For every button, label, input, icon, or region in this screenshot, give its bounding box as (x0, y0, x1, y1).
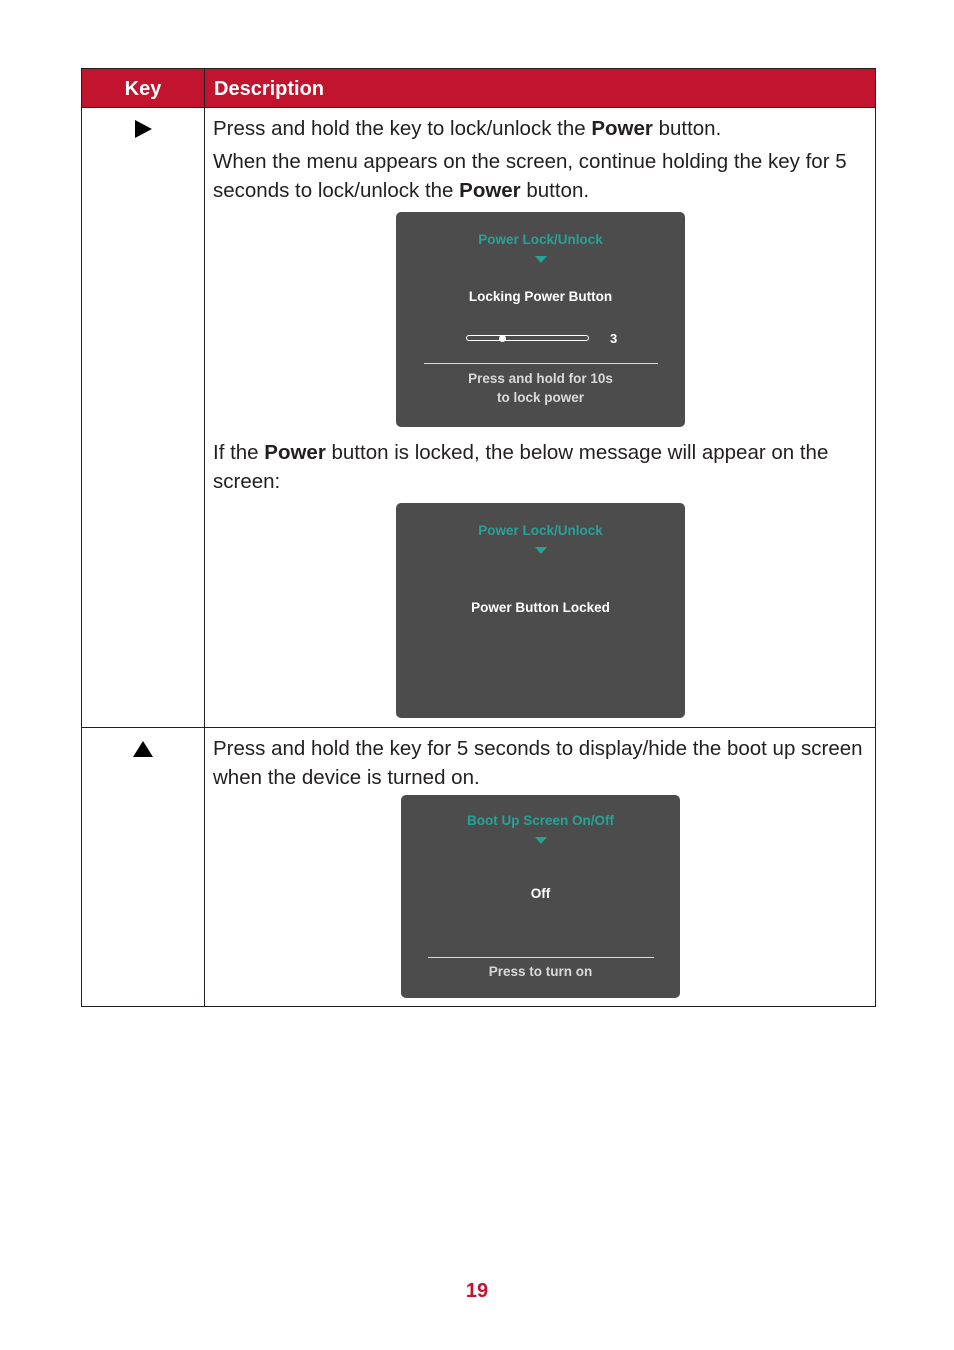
osd-progress-track (466, 335, 589, 341)
header-description: Description (214, 78, 325, 100)
osd-message: Off (530, 886, 551, 901)
osd-title: Power Lock/Unlock (478, 232, 603, 247)
description-cell (205, 108, 875, 727)
up-triangle-icon (133, 740, 153, 758)
osd-divider (424, 363, 658, 364)
key-description-table (81, 68, 876, 1007)
key-cell (82, 728, 205, 1006)
header-key: Key (82, 69, 205, 107)
table-row (82, 728, 875, 1006)
osd-down-arrow-icon (535, 256, 547, 263)
osd-divider (428, 957, 654, 958)
osd-power-locked-screen (396, 503, 685, 718)
osd-note-line: to lock power (496, 390, 584, 405)
osd-power-lock-screen (396, 212, 685, 427)
description-paragraph: Press and hold the key to lock/unlock the Power button. (213, 117, 722, 140)
osd-progress-value: 3 (610, 331, 618, 346)
table-header (82, 69, 875, 108)
key-cell (82, 108, 205, 727)
description-paragraph: Press and hold the key for 5 seconds to display/hide the boot up screen when the device is turned on. (213, 737, 863, 789)
description-paragraph: When the menu appears on the screen, continue holding the key for 5 seconds to lock/unlock the Power button. (213, 150, 847, 202)
description-cell (205, 728, 875, 1006)
page-number: 19 (465, 1280, 489, 1302)
osd-progress-knob (499, 335, 506, 342)
osd-down-arrow-icon (535, 547, 547, 554)
osd-note-line: Press and hold for 10s (468, 371, 613, 386)
osd-note (396, 369, 685, 407)
right-triangle-icon (134, 120, 152, 138)
description-paragraph: If the Power button is locked, the below message will appear on the screen: (213, 441, 829, 493)
osd-note: Press to turn on (488, 964, 593, 979)
table-row (82, 108, 875, 728)
osd-message: Power Button Locked (471, 600, 610, 615)
osd-boot-up-screen (401, 795, 680, 998)
osd-title: Boot Up Screen On/Off (466, 813, 614, 828)
osd-message: Locking Power Button (468, 289, 613, 304)
osd-title: Power Lock/Unlock (478, 523, 603, 538)
osd-down-arrow-icon (535, 837, 547, 844)
